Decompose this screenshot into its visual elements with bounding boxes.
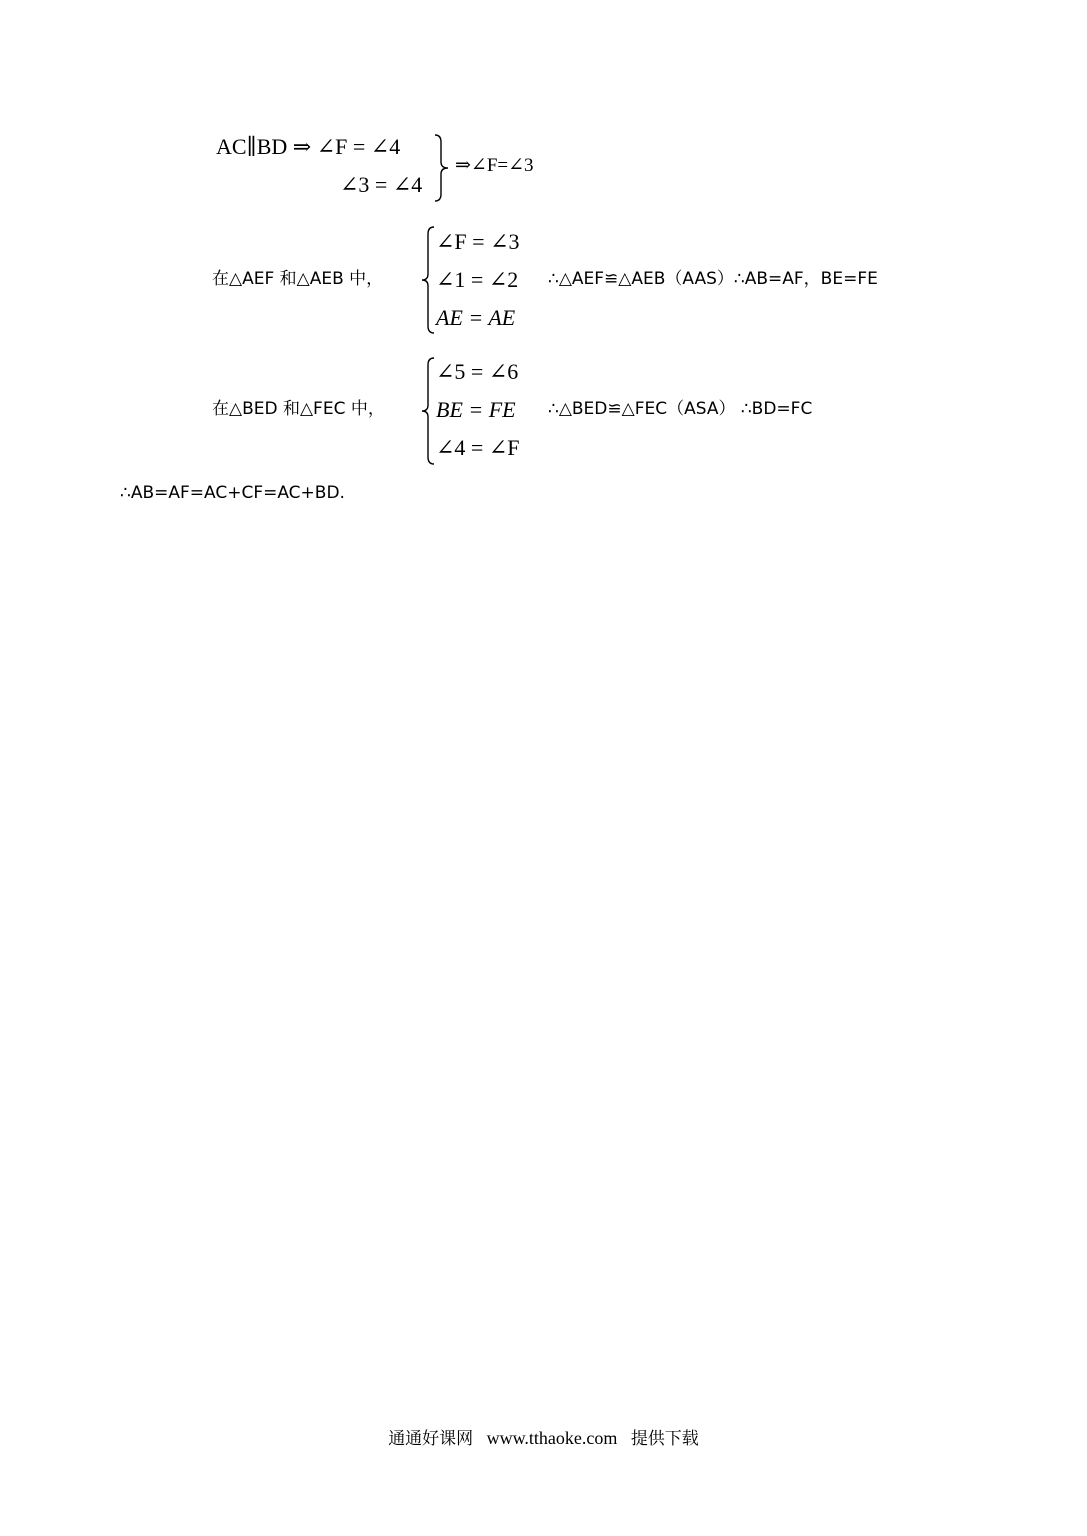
page-footer <box>0 1424 1087 1449</box>
footer-url[interactable]: www.tthaoke.com <box>486 1428 618 1448</box>
block2-eq1: ∠F = ∠3 <box>436 229 520 254</box>
block3-eq2: BE = FE <box>436 397 516 422</box>
footer-site-name: 通通好课网 <box>388 1429 474 1449</box>
block2-result: ∴△AEF≌△AEB（AAS）∴AB=AF，BE=FE <box>548 269 878 289</box>
footer-suffix: 提供下载 <box>630 1429 699 1449</box>
left-brace <box>420 357 436 465</box>
left-brace <box>420 226 436 334</box>
block2-prefix: 在△AEF 和△AEB 中， <box>212 269 384 289</box>
block3-eq3: ∠4 = ∠F <box>436 435 520 460</box>
right-brace <box>433 134 451 202</box>
block3-prefix: 在△BED 和△FEC 中， <box>212 399 385 419</box>
block1-conclusion: ⇒∠F=∠3 <box>455 155 534 176</box>
block1-line2: ∠3 = ∠4 <box>340 172 423 197</box>
block2-eq3: AE = AE <box>436 305 516 330</box>
block2-eq2: ∠1 = ∠2 <box>436 267 519 292</box>
block3-eq1: ∠5 = ∠6 <box>436 359 519 384</box>
final-conclusion: ∴AB=AF=AC+CF=AC+BD. <box>120 483 345 503</box>
block1-line1: AC∥BD ⇒ ∠F = ∠4 <box>216 134 401 159</box>
block3-result: ∴△BED≌△FEC（ASA） ∴BD=FC <box>548 399 813 419</box>
